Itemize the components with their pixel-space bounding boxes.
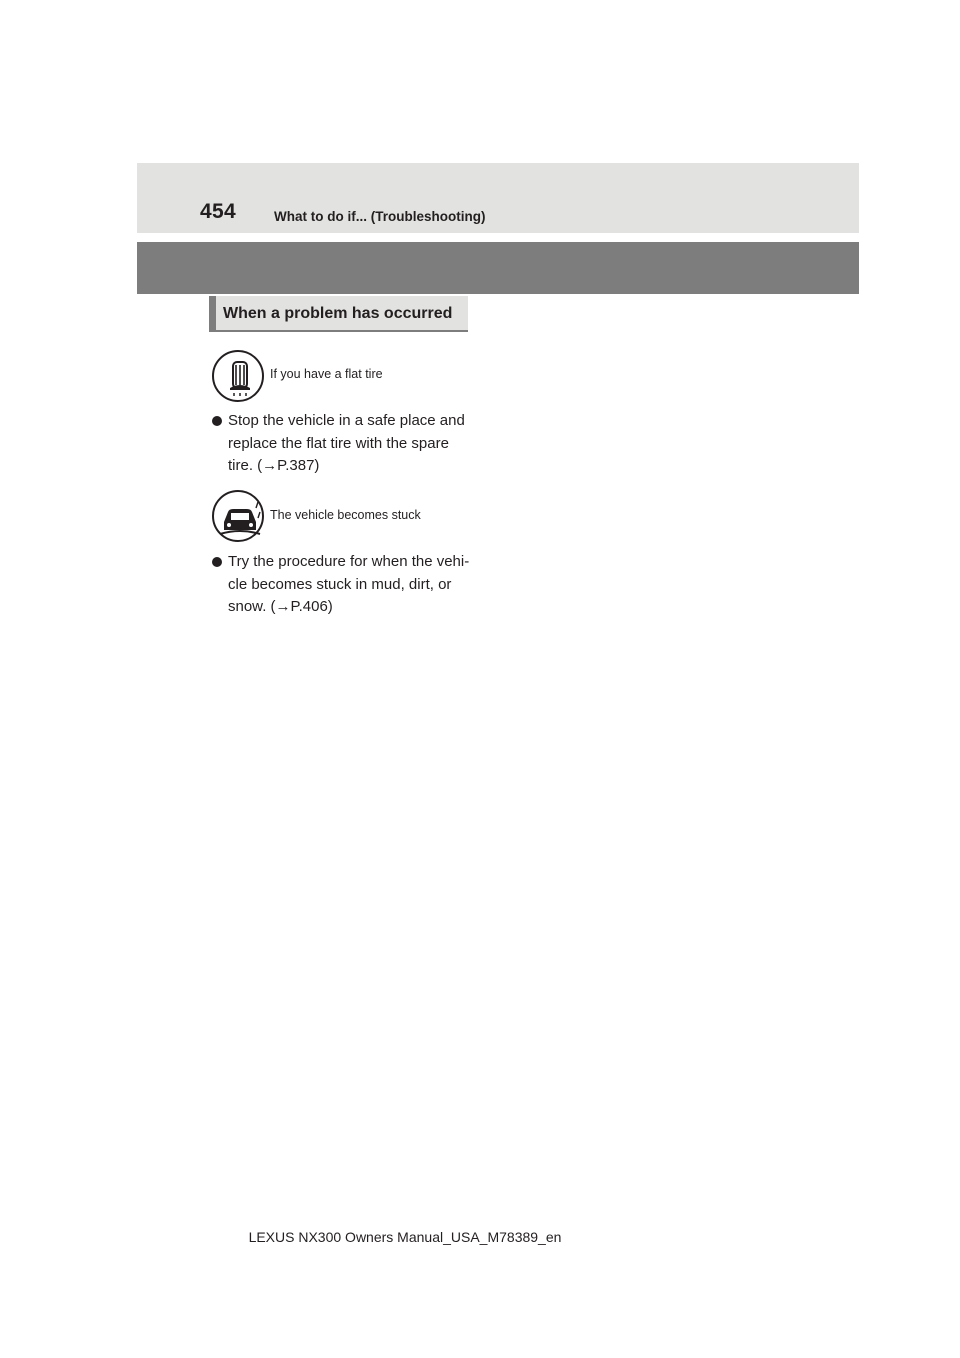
bullet-text-stuck-vehicle: Try the procedure for when the vehi-cle becomes stuck in mud, dirt, or snow. (→P.406) [228,553,470,615]
stuck-vehicle-icon [212,490,264,542]
subheading-title: When a problem has occurred [223,305,453,322]
footer-text: LEXUS NX300 Owners Manual_USA_M78389_en [248,1229,562,1245]
header-band [137,163,859,233]
section-band [137,242,859,294]
bullet-icon [212,557,222,567]
flat-tire-icon [212,350,264,402]
bullet-text-flat-tire: Stop the vehicle in a safe place and replace the flat tire with the spare tire. (→P.387) [228,412,465,474]
flat-tire-label: If you have a flat tire [270,367,383,381]
bullet-item-flat-tire [212,410,472,478]
bullet-icon [212,416,222,426]
subheading-box [209,296,468,332]
stuck-vehicle-label: The vehicle becomes stuck [270,508,421,522]
page-number: 454 [200,200,236,223]
chapter-title: What to do if... (Troubleshooting) [274,209,486,224]
bullet-item-stuck-vehicle [212,551,472,619]
